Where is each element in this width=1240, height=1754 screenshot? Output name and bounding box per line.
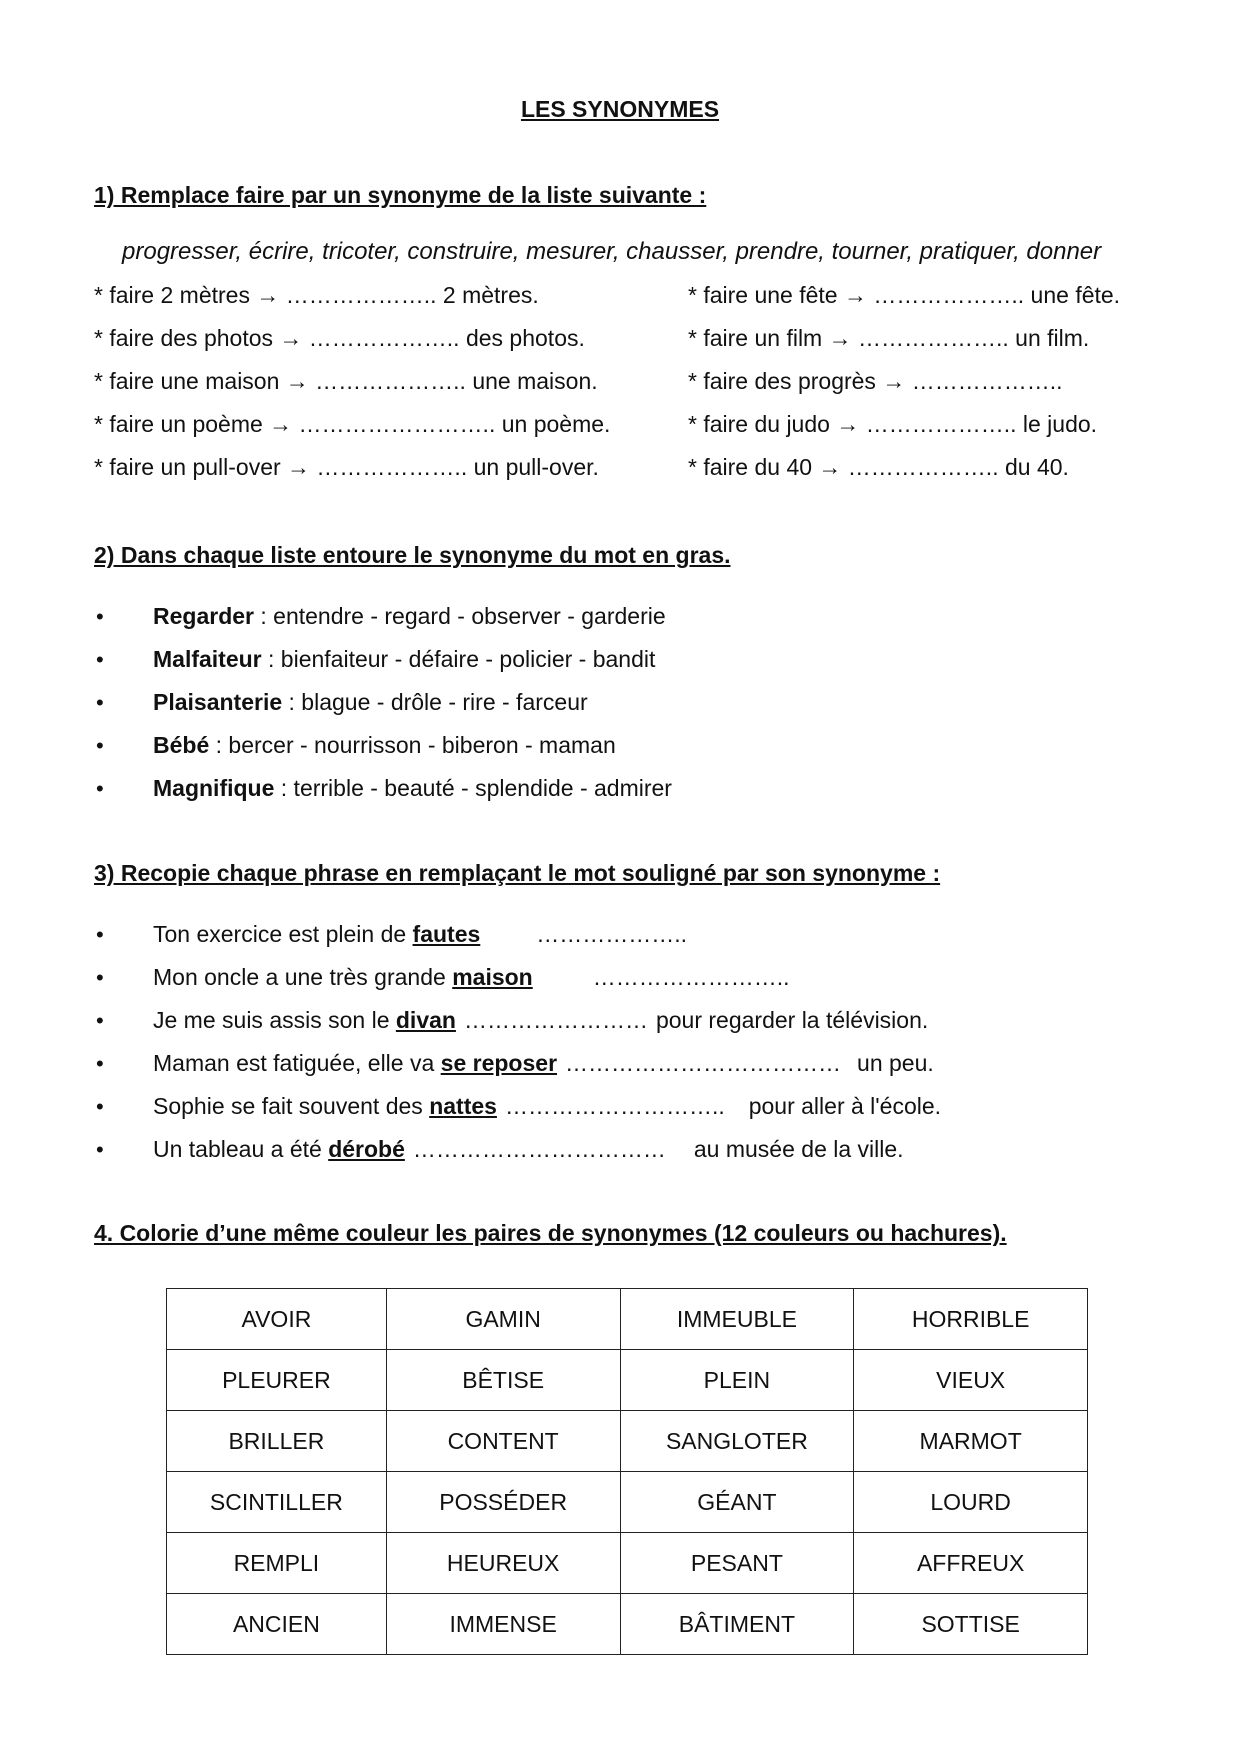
underlined-word: maison xyxy=(452,964,533,990)
answer-blank: …………………… xyxy=(463,1007,648,1033)
sentence-tail: pour aller à l'école. xyxy=(748,1093,942,1119)
bullet-icon: • xyxy=(96,647,104,672)
answer-blank: ……………………………… xyxy=(565,1050,842,1076)
word-choices: : blague - drôle - rire - farceur xyxy=(282,689,588,715)
bullet-icon: • xyxy=(96,690,104,715)
table-cell: HEUREUX xyxy=(386,1533,620,1594)
table-cell: AVOIR xyxy=(167,1289,387,1350)
bold-word: Magnifique xyxy=(153,775,275,801)
underlined-word: fautes xyxy=(412,921,481,947)
table-row xyxy=(167,1350,1088,1411)
section2-heading: 2) Dans chaque liste entoure le synonyme du mot en gras. xyxy=(94,542,731,568)
word-choices: : bienfaiteur - défaire - policier - bandit xyxy=(261,646,656,672)
sentence-text: Maman est fatiguée, elle va xyxy=(153,1050,441,1076)
bullet-icon: • xyxy=(96,1008,104,1033)
exercise-line: * faire une fête → ……………….. une fête. xyxy=(688,282,1121,308)
sentence-tail: au musée de la ville. xyxy=(693,1136,904,1162)
sentence-text: Mon oncle a une très grande xyxy=(153,964,453,990)
table-cell: SCINTILLER xyxy=(167,1472,387,1533)
bullet-icon: • xyxy=(96,733,104,758)
exercise-line: * faire du 40 → ……………….. du 40. xyxy=(688,454,1069,480)
table-cell: IMMENSE xyxy=(386,1594,620,1655)
table-cell: BÂTIMENT xyxy=(620,1594,854,1655)
table-cell: VIEUX xyxy=(854,1350,1088,1411)
bullet-icon: • xyxy=(96,1137,104,1162)
table-row xyxy=(167,1472,1088,1533)
exercise-line: * faire du judo → ……………….. le judo. xyxy=(688,411,1098,437)
exercise-line: * faire 2 mètres → ……………….. 2 mètres. xyxy=(94,282,539,308)
underlined-word: dérobé xyxy=(328,1136,405,1162)
sentence-text: Je me suis assis son le xyxy=(153,1007,396,1033)
bold-word: Regarder xyxy=(153,603,254,629)
sentence-text: Un tableau a été xyxy=(153,1136,329,1162)
word-choices: : entendre - regard - observer - garderie xyxy=(253,603,666,629)
section1-heading: 1) Remplace faire par un synonyme de la liste suivante : xyxy=(94,182,707,208)
exercise-line: * faire un pull-over → ……………….. un pull-over. xyxy=(94,454,599,480)
section3-heading: 3) Recopie chaque phrase en remplaçant le mot souligné par son synonyme : xyxy=(94,860,941,886)
bold-word: Bébé xyxy=(153,732,210,758)
word-choices: : bercer - nourrisson - biberon - maman xyxy=(209,732,616,758)
exercise-line: * faire des progrès → ……………….. xyxy=(688,368,1063,394)
table-cell: GAMIN xyxy=(386,1289,620,1350)
bullet-icon: • xyxy=(96,1051,104,1076)
sentence-text: Sophie se fait souvent des xyxy=(153,1093,430,1119)
table-cell: SANGLOTER xyxy=(620,1411,854,1472)
underlined-word: nattes xyxy=(429,1093,497,1119)
sentence-text: Ton exercice est plein de xyxy=(153,921,413,947)
answer-blank: ……………….. xyxy=(536,921,688,947)
table-row xyxy=(167,1533,1088,1594)
table-cell: CONTENT xyxy=(386,1411,620,1472)
exercise-line: * faire un poème → …………………….. un poème. xyxy=(94,411,611,437)
table-cell: ANCIEN xyxy=(167,1594,387,1655)
answer-blank: …………………………… xyxy=(412,1136,666,1162)
bold-word: Malfaiteur xyxy=(153,646,262,672)
section1-right-column xyxy=(688,274,1120,489)
table-row xyxy=(167,1594,1088,1655)
table-cell: LOURD xyxy=(854,1472,1088,1533)
underlined-word: divan xyxy=(395,1007,456,1033)
section1-left-column xyxy=(94,274,610,489)
table-cell: HORRIBLE xyxy=(854,1289,1088,1350)
table-cell: AFFREUX xyxy=(854,1533,1088,1594)
sentence-tail: pour regarder la télévision. xyxy=(655,1007,929,1033)
table-cell: PLEURER xyxy=(167,1350,387,1411)
bullet-icon: • xyxy=(96,922,104,947)
underlined-word: se reposer xyxy=(440,1050,558,1076)
page-title: LES SYNONYMES xyxy=(520,96,720,122)
table-row xyxy=(167,1289,1088,1350)
table-cell: PESANT xyxy=(620,1533,854,1594)
bullet-icon: • xyxy=(96,1094,104,1119)
word-choices: : terrible - beauté - splendide - admirer xyxy=(274,775,672,801)
table-cell: IMMEUBLE xyxy=(620,1289,854,1350)
table-cell: MARMOT xyxy=(854,1411,1088,1472)
bullet-icon: • xyxy=(96,776,104,801)
sentence-tail: un peu. xyxy=(857,1050,934,1076)
exercise-line: * faire un film → ……………….. un film. xyxy=(688,325,1090,351)
bullet-icon: • xyxy=(96,965,104,990)
exercise-line: * faire une maison → ……………….. une maison. xyxy=(94,368,598,394)
table-cell: SOTTISE xyxy=(854,1594,1088,1655)
bold-word: Plaisanterie xyxy=(153,689,283,715)
bullet-icon: • xyxy=(96,604,104,629)
table-cell: BRILLER xyxy=(167,1411,387,1472)
table-cell: BÊTISE xyxy=(386,1350,620,1411)
section4-heading: 4. Colorie d’une même couleur les paires de synonymes (12 couleurs ou hachures). xyxy=(94,1220,1007,1246)
table-cell: POSSÉDER xyxy=(386,1472,620,1533)
synonym-word-list: progresser, écrire, tricoter, construire, mesurer, chausser, prendre, tourner, pratiquer, donner xyxy=(122,238,1102,265)
table-cell: GÉANT xyxy=(620,1472,854,1533)
exercise-line: * faire des photos → ……………….. des photos. xyxy=(94,325,585,351)
table-cell: REMPLI xyxy=(167,1533,387,1594)
synonym-grid xyxy=(166,1288,1088,1655)
answer-blank: ……………………….. xyxy=(504,1093,725,1119)
table-row xyxy=(167,1411,1088,1472)
answer-blank: …………………….. xyxy=(592,964,790,990)
table-cell: PLEIN xyxy=(620,1350,854,1411)
